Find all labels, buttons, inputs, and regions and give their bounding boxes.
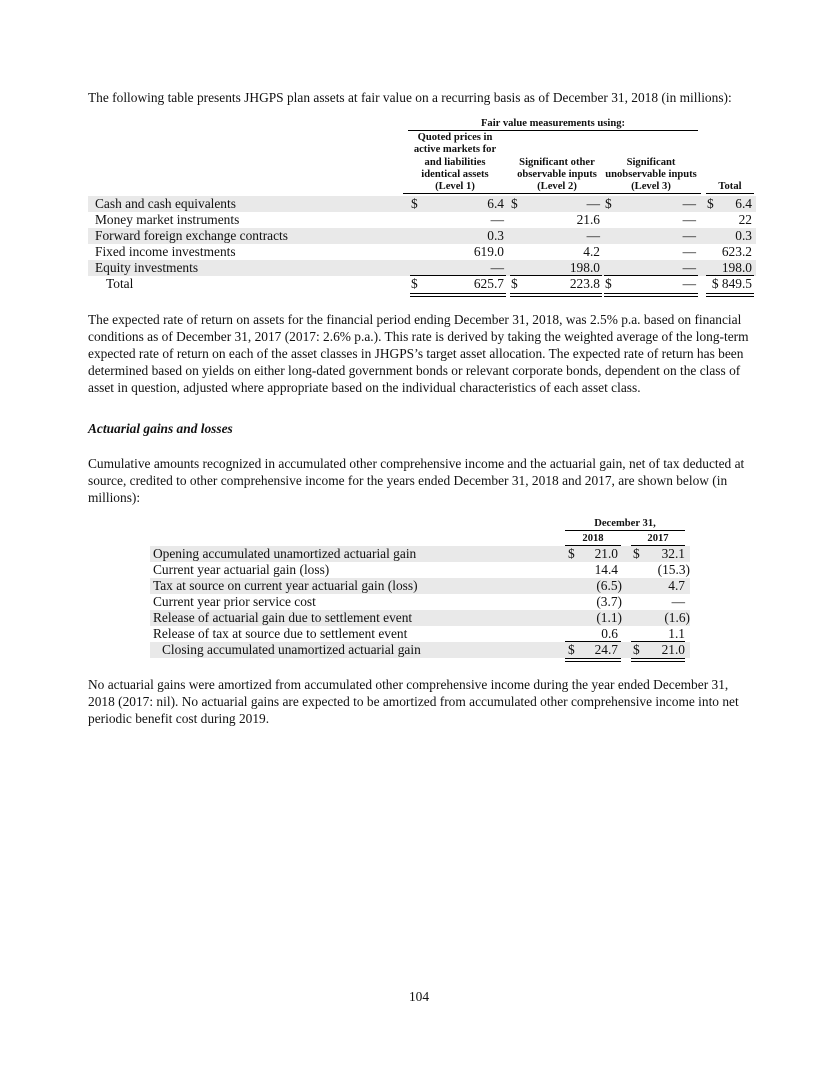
table-row bbox=[88, 212, 756, 228]
total-double-rule bbox=[565, 658, 621, 662]
column-header-line: identical assets bbox=[421, 168, 489, 180]
level2-value: — bbox=[586, 196, 600, 211]
total-value: 22 bbox=[738, 212, 752, 227]
cumulative-paragraph: Cumulative amounts recognized in accumulated other comprehensive income and the actuarial gain, net of tax deducted at source, credited to other comprehensive income for the years ended December 31, 2018 and 2017, are shown below (in millions): bbox=[88, 456, 745, 505]
row-label: Equity investments bbox=[95, 260, 199, 275]
value-2017: (15.3) bbox=[657, 562, 690, 577]
column-header-line: observable inputs bbox=[517, 168, 597, 180]
dollar-sign: $ bbox=[568, 642, 575, 657]
level1-value: 619.0 bbox=[473, 244, 504, 259]
row-label: Fixed income investments bbox=[95, 244, 236, 259]
total-value: 0.3 bbox=[735, 228, 752, 243]
intro-paragraph: The following table presents JHGPS plan assets at fair value on a recurring basis as of December 31, 2018 (in millions): bbox=[88, 90, 732, 105]
column-header-line: active markets for bbox=[413, 144, 497, 156]
level2-value: 223.8 bbox=[569, 276, 600, 291]
dollar-sign: $ bbox=[511, 276, 518, 291]
value-2018: 24.7 bbox=[594, 642, 618, 657]
table-row-total bbox=[88, 276, 756, 292]
column-header-total bbox=[706, 181, 754, 194]
column-header-line: unobservable inputs bbox=[605, 168, 697, 180]
level1-value: 6.4 bbox=[487, 196, 504, 211]
column-header-line: Quoted prices in bbox=[417, 132, 493, 143]
column-header-line: (Level 2) bbox=[507, 181, 607, 194]
page-number: 104 bbox=[408, 989, 430, 1004]
column-header-line: (Level 3) bbox=[601, 181, 701, 194]
dollar-sign: $ bbox=[633, 642, 640, 657]
table-row bbox=[88, 228, 756, 244]
level2-value: — bbox=[586, 228, 600, 243]
december-group-header: December 31, bbox=[565, 517, 685, 531]
level1-value: — bbox=[490, 260, 504, 275]
total-value: 6.4 bbox=[735, 196, 752, 211]
closing-paragraph: No actuarial gains were amortized from accumulated other comprehensive income during the year ended December 31, 2018 (2017: nil). No actuarial gains are expected to be amortized from accumulated other comprehensive income into net periodic benefit cost during 2019. bbox=[88, 677, 739, 726]
table-row bbox=[150, 546, 690, 562]
expected-return-paragraph: The expected rate of return on assets for the financial period ending December 31, 2018, was 2.5% p.a. based on financial conditions as of December 31, 2017 (2017: 2.6% p.a.). This rate is derived by taking the weighted average of the long-term expected rate of return on each of the asset classes in JHGPS’s target asset allocation. The expected rate of return has been determined based on yields on either long-dated government bonds or relevant corporate bonds, dependent on the class of asset in question, adjusted where appropriate based on the individual characteristics of each asset class. bbox=[88, 312, 749, 395]
total-value: $ 849.5 bbox=[711, 276, 752, 291]
table-row bbox=[150, 578, 690, 594]
value-2017: 21.0 bbox=[661, 642, 685, 657]
column-header-line: and liabilities bbox=[424, 156, 486, 168]
row-label: Opening accumulated unamortized actuarial gain bbox=[153, 546, 417, 561]
table-row bbox=[150, 562, 690, 578]
value-2018: (3.7) bbox=[596, 594, 622, 609]
dollar-sign: $ bbox=[411, 276, 418, 291]
row-label: Release of tax at source due to settlement event bbox=[153, 626, 408, 641]
level2-value: 198.0 bbox=[569, 260, 600, 275]
level2-value: 21.6 bbox=[576, 212, 600, 227]
row-label: Money market instruments bbox=[95, 212, 240, 227]
table-row-total bbox=[150, 642, 690, 658]
total-double-rule bbox=[604, 293, 698, 297]
value-2017: 1.1 bbox=[668, 626, 685, 641]
table-row bbox=[88, 196, 756, 212]
row-label: Current year prior service cost bbox=[153, 594, 316, 609]
level3-value: — bbox=[682, 276, 696, 291]
total-double-rule bbox=[631, 658, 685, 662]
section-heading: Actuarial gains and losses bbox=[88, 421, 233, 436]
level3-value: — bbox=[682, 228, 696, 243]
dollar-sign: $ bbox=[633, 546, 640, 561]
row-label: Total bbox=[106, 276, 134, 291]
row-label: Tax at source on current year actuarial gain (loss) bbox=[153, 578, 418, 593]
level3-value: — bbox=[682, 244, 696, 259]
value-2017: (1.6) bbox=[664, 610, 690, 625]
column-header-line: Significant bbox=[626, 156, 676, 168]
column-header-line: Total bbox=[706, 181, 754, 194]
table-row bbox=[150, 594, 690, 610]
level2-value: 4.2 bbox=[583, 244, 600, 259]
dollar-sign: $ bbox=[568, 546, 575, 561]
column-header-level1 bbox=[403, 132, 507, 194]
dollar-sign: $ bbox=[707, 196, 714, 211]
value-2018: 14.4 bbox=[594, 562, 618, 577]
level3-value: — bbox=[682, 212, 696, 227]
fair-value-group-header: Fair value measurements using: bbox=[408, 117, 698, 131]
value-2017: — bbox=[671, 594, 685, 609]
value-2018: (1.1) bbox=[596, 610, 622, 625]
row-label: Forward foreign exchange contracts bbox=[95, 228, 288, 243]
column-header-line: (Level 1) bbox=[403, 181, 507, 194]
table-row bbox=[88, 260, 756, 276]
table-row bbox=[150, 626, 690, 642]
level1-value: 0.3 bbox=[487, 228, 504, 243]
level3-value: — bbox=[682, 260, 696, 275]
total-double-rule bbox=[706, 293, 754, 297]
value-2018: 21.0 bbox=[594, 546, 618, 561]
total-value: 198.0 bbox=[721, 260, 752, 275]
row-label: Current year actuarial gain (loss) bbox=[153, 562, 330, 577]
table-row bbox=[88, 244, 756, 260]
table-row bbox=[150, 610, 690, 626]
value-2017: 32.1 bbox=[661, 546, 685, 561]
level1-value: — bbox=[490, 212, 504, 227]
level1-value: 625.7 bbox=[473, 276, 504, 291]
dollar-sign: $ bbox=[605, 196, 612, 211]
row-label: Release of actuarial gain due to settlement event bbox=[153, 610, 413, 625]
row-label: Closing accumulated unamortized actuarial gain bbox=[162, 642, 421, 657]
value-2017: 4.7 bbox=[668, 578, 685, 593]
column-header-level2 bbox=[507, 157, 607, 195]
year-header-2017: 2017 bbox=[631, 532, 685, 546]
dollar-sign: $ bbox=[605, 276, 612, 291]
dollar-sign: $ bbox=[411, 196, 418, 211]
column-header-line: Significant other bbox=[519, 156, 595, 168]
dollar-sign: $ bbox=[511, 196, 518, 211]
row-label: Cash and cash equivalents bbox=[95, 196, 236, 211]
value-2018: 0.6 bbox=[601, 626, 618, 641]
total-double-rule bbox=[410, 293, 506, 297]
level3-value: — bbox=[682, 196, 696, 211]
year-header-2018: 2018 bbox=[565, 532, 621, 546]
total-double-rule bbox=[510, 293, 602, 297]
total-value: 623.2 bbox=[721, 244, 752, 259]
column-header-level3 bbox=[601, 157, 701, 195]
value-2018: (6.5) bbox=[596, 578, 622, 593]
